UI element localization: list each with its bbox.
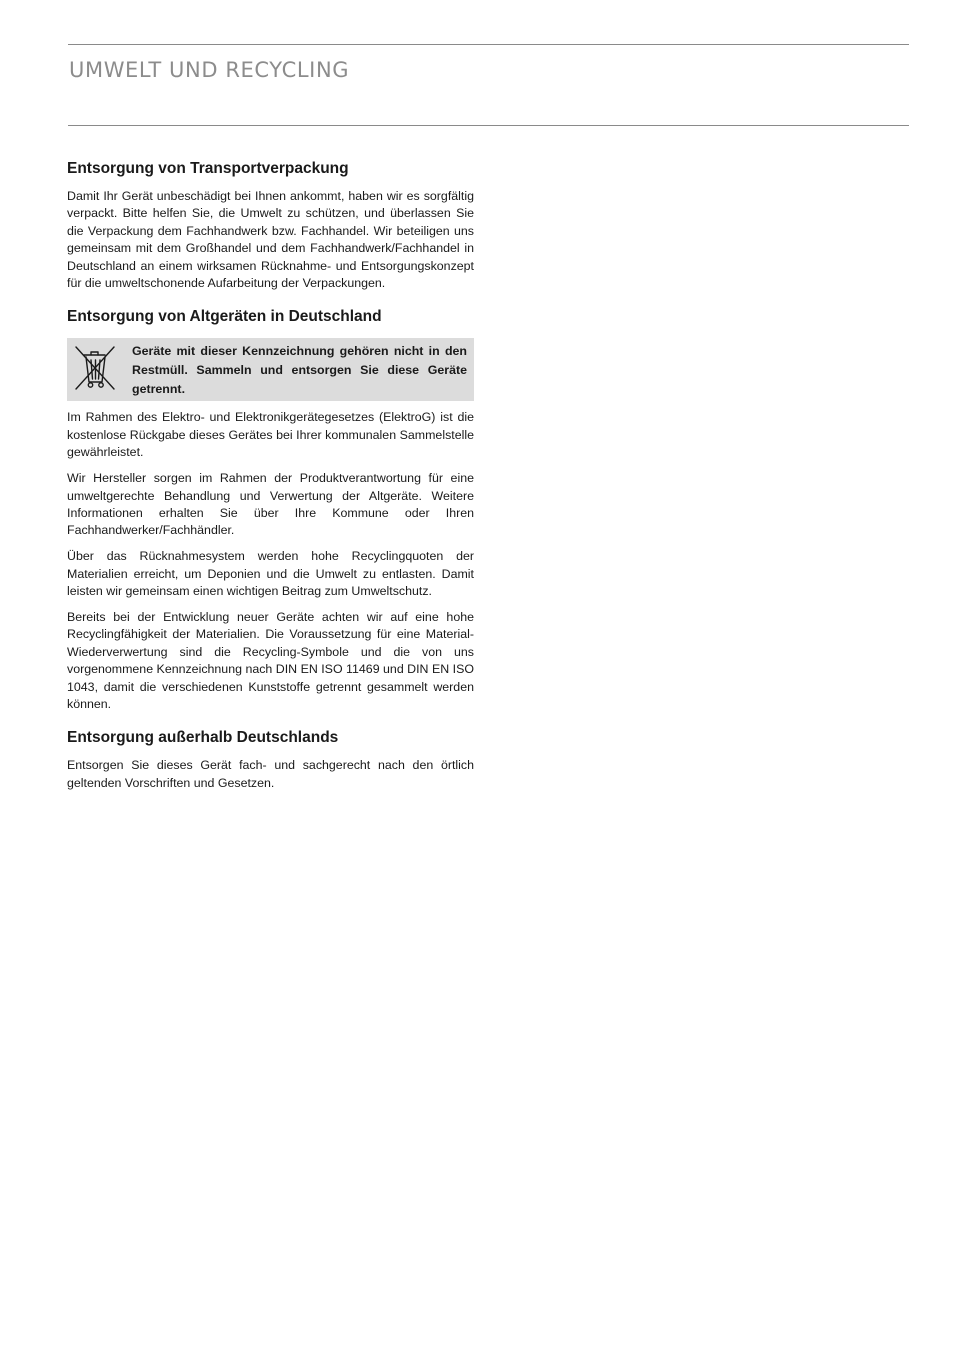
page-title: UMWELT UND RECYCLING [69, 58, 350, 82]
content-column [67, 158, 474, 801]
paragraph: Damit Ihr Gerät unbeschädigt bei Ihnen ankommt, haben wir es sorgfältig verpackt. Bitte helfen Sie, die Umwelt zu schützen, und überlassen Sie die Verpackung dem Fachhandwerk bzw. Fachhandel. Wir beteiligen uns gemeinsam mit dem Großhandel und dem Fachhandwerk/Fachhandel in Deutschland an einem wirksamen Rücknahme- und Entsorgungskonzept für die umweltschonende Aufarbeitung der Verpackungen. [67, 189, 474, 291]
section-heading: Entsorgung von Altgeräten in Deutschland [67, 308, 382, 326]
section-heading: Entsorgung außerhalb Deutschlands [67, 729, 339, 747]
section-old-devices-germany [67, 306, 474, 713]
weee-notice-text: Geräte mit dieser Kennzeichnung gehören nicht in den Restmüll. Sammeln und entsorgen Sie diese Geräte getrennt. [132, 344, 467, 397]
section-transport-packaging [67, 158, 474, 292]
paragraph: Wir Hersteller sorgen im Rahmen der Produktverantwortung für eine umweltgerechte Behandlung und Verwertung der Altgeräte. Weitere Informationen erhalten Sie über Ihre Kommune oder Ihren Fachhandwerker/Fachhändler. [67, 471, 474, 538]
crossed-out-wheelie-bin-icon [71, 342, 119, 394]
paragraph: Bereits bei der Entwicklung neuer Geräte achten wir auf eine hohe Recyclingfähigkeit der Materialien. Die Voraussetzung für eine Material-Wiederverwertung sind die Recycling-Symbole und die von uns vorgenommene Kennzeichnung nach DIN EN ISO 11469 und DIN EN ISO 1043, damit die verschiedenen Kunststoffe getrennt gesammelt werden können. [67, 610, 474, 712]
paragraph: Entsorgen Sie dieses Gerät fach- und sachgerecht nach den örtlich geltenden Vorschriften und Gesetzen. [67, 758, 474, 790]
paragraph: Über das Rücknahmesystem werden hohe Recyclingquoten der Materialien erreicht, um Deponien und die Umwelt zu entlasten. Damit leisten wir gemeinsam einen wichtigen Beitrag zum Umweltschutz. [67, 549, 474, 599]
header-bottom-rule [68, 125, 909, 126]
paragraph: Im Rahmen des Elektro- und Elektronikgerätegesetzes (ElektroG) ist die kostenlose Rückgabe dieses Gerätes bei Ihrer kommunalen Sammelstelle gewährleistet. [67, 410, 474, 460]
weee-notice-box [67, 338, 474, 401]
section-heading: Entsorgung von Transportverpackung [67, 160, 349, 177]
section-outside-germany [67, 727, 474, 792]
header-top-rule [68, 44, 909, 45]
